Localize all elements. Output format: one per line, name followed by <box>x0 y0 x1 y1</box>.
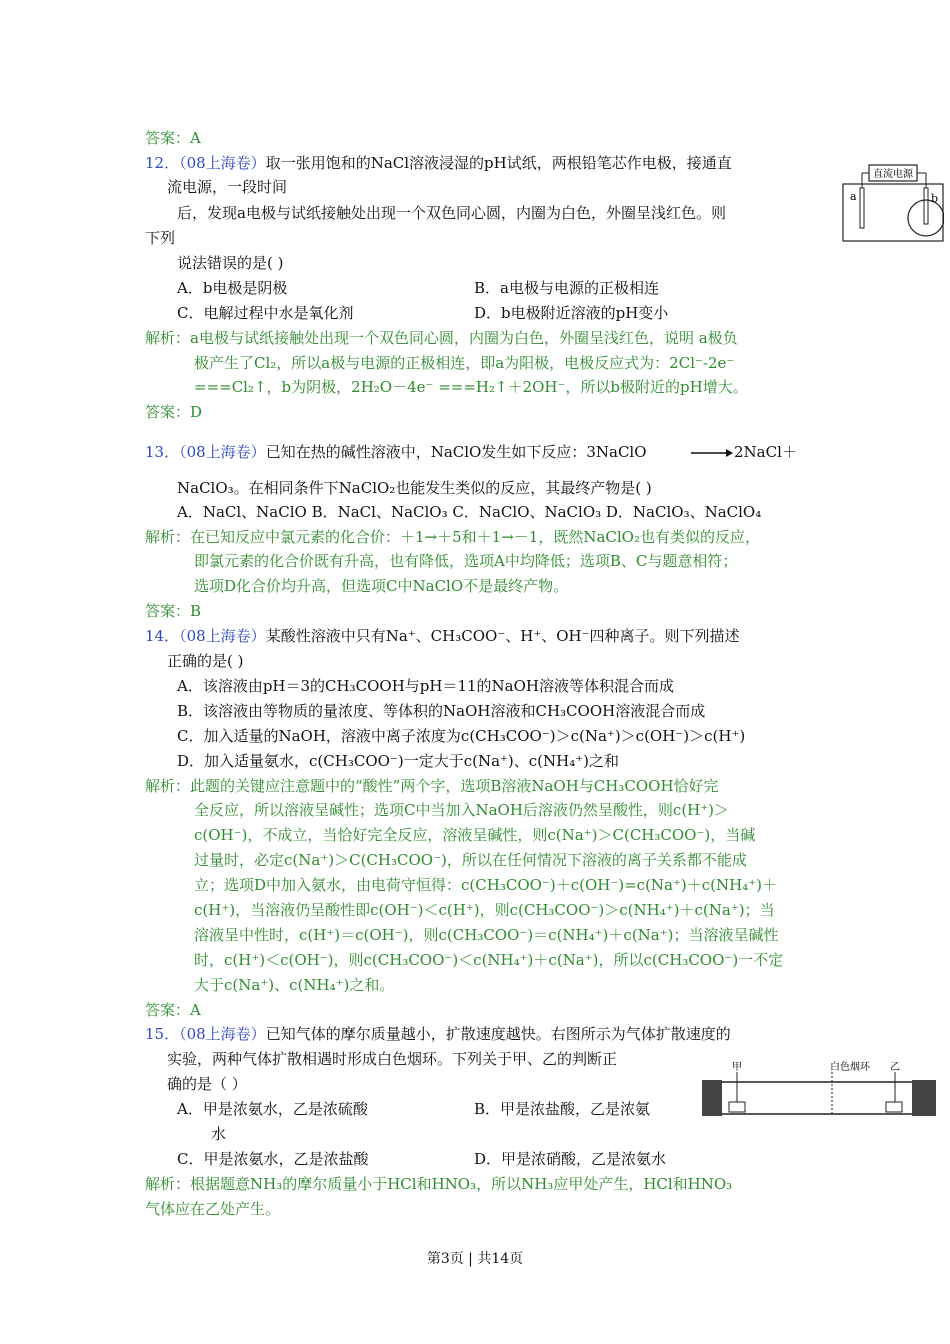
electrode-a <box>860 188 864 228</box>
question-number: 14． <box>145 627 180 645</box>
question-source: （08上海卷） <box>179 1025 266 1043</box>
text-line: 时，c(H⁺)＜c(OH⁻)，则c(CH₃COO⁻)＜c(NH₄⁺)＋c(Na⁺)，所以c(CH₃COO⁻)一不定 <box>194 951 784 969</box>
text-line: C．甲是浓氨水，乙是浓盐酸 <box>177 1150 369 1168</box>
text-line: 极产生了Cl₂，所以a极与电源的正极相连，即a为阳极，电极反应式为：2Cl⁻-2e⁻ <box>194 354 735 372</box>
text-line: 解析：根据题意NH₃的摩尔质量小于HCl和HNO₃，所以NH₃应甲处产生，HCl和HNO₃ <box>145 1175 733 1193</box>
svg-text:a: a <box>850 190 857 203</box>
electrolysis-diagram <box>842 158 944 242</box>
question-source: （08上海卷） <box>179 154 266 172</box>
text-line: 立；选项D中加入氨水，由电荷守恒得：c(CH₃COO⁻)＋c(OH⁻)=c(Na⁺)＋c(NH₄⁺)＋ <box>194 876 777 894</box>
text-line: 大于c(Na⁺)、c(NH₄⁺)之和。 <box>194 976 395 994</box>
text-line: 解析：a电极与试纸接触处出现一个双色同心圆，内圈为白色，外圈呈浅红色，说明 a极负 <box>145 329 738 347</box>
text-line: ===Cl₂↑，b为阴极，2H₂O－4e⁻ ===H₂↑＋2OH⁻，所以b极附近的pH增大。 <box>194 378 748 396</box>
question-stem: 已知在热的碱性溶液中，NaClO发生如下反应：3NaClO <box>265 443 647 461</box>
text-line: C．电解过程中水是氧化剂 <box>177 304 354 322</box>
text-line: 解析：此题的关键应注意题中的“酸性”两个字，选项B溶液NaOH与CH₃COOH恰好完 <box>145 777 719 795</box>
text-line: B．a电极与电源的正极相连 <box>474 279 659 297</box>
svg-text:乙: 乙 <box>890 1062 900 1073</box>
text-line: 正确的是( ) <box>167 652 244 670</box>
electrolysis-figure <box>842 158 944 242</box>
text-line: A．该溶液由pH＝3的CH₃COOH与pH＝11的NaOH溶液等体积混合而成 <box>177 677 675 695</box>
question-source: （08上海卷） <box>179 627 266 645</box>
question-number: 15． <box>145 1025 180 1043</box>
question-number: 12． <box>145 154 180 172</box>
text-line <box>145 442 647 462</box>
text-line: 解析：在已知反应中氯元素的化合价：＋1→＋5和＋1→－1，既然NaClO₂也有类似的反应， <box>145 528 760 546</box>
text-line: 2NaCl＋ <box>734 443 797 461</box>
question-number: 13． <box>145 443 180 461</box>
text-line: A．NaCl、NaClO B．NaCl、NaClO₃ C．NaClO、NaClO₃ D．NaClO₃、NaClO₄ <box>177 503 762 521</box>
text-line: 答案：B <box>145 602 202 620</box>
svg-text:b: b <box>931 192 939 205</box>
text-line: c(H⁺)，当溶液仍呈酸性即c(OH⁻)＜c(H⁺)，则c(CH₃COO⁻)＞c(NH₄⁺)＋c(Na⁺)；当 <box>194 901 775 919</box>
text-line: 过量时，必定c(Na⁺)＞C(CH₃COO⁻)，所以在任何情况下溶液的离子关系都不能成 <box>194 851 747 869</box>
text-line: 下列 <box>145 229 176 247</box>
text-line: 确的是（ ） <box>167 1075 247 1093</box>
text-line: D．b电极附近溶液的pH变小 <box>474 304 669 322</box>
page-footer: 第3页 | 共14页 <box>426 1251 524 1267</box>
text-line: B．甲是浓盐酸，乙是浓氨 <box>474 1100 651 1118</box>
text-line: NaClO₃。在相同条件下NaClO₂也能发生类似的反应，其最终产物是( ) <box>177 479 652 497</box>
diffusion-diagram <box>700 1058 940 1120</box>
text-line: B．该溶液由等物质的量浓度、等体积的NaOH溶液和CH₃COOH溶液混合而成 <box>177 702 706 720</box>
svg-text:甲: 甲 <box>732 1062 742 1073</box>
text-line: 溶液呈中性时，c(H⁺)＝c(OH⁻)，则c(CH₃COO⁻)＝c(NH₄⁺)＋c(Na⁺)；当溶液呈碱性 <box>194 926 779 944</box>
power-supply-label: 直流电源 <box>873 169 913 180</box>
text-line <box>145 153 732 173</box>
question-source: （08上海卷） <box>179 443 266 461</box>
text-line: 全反应，所以溶液呈碱性；选项C中当加入NaOH后溶液仍然呈酸性，则c(H⁺)＞ <box>194 801 730 819</box>
text-line: 流电源，一段时间 <box>167 178 288 196</box>
text-line: A．b电极是阴极 <box>177 279 288 297</box>
text-line: 即氯元素的化合价既有升高，也有降低，选项A中均降低；选项B、C与题意相符； <box>194 552 738 570</box>
text-line: c(OH⁻)，不成立，当恰好完全反应，溶液呈碱性，则c(Na⁺)＞C(CH₃COO⁻)，当碱 <box>194 826 756 844</box>
electrode-b <box>924 188 928 224</box>
text-line: 水 <box>211 1125 227 1143</box>
text-line: 后，发现a电极与试纸接触处出现一个双色同心圆，内圈为白色，外圈呈浅红色。则 <box>177 204 726 222</box>
text-line: A．甲是浓氨水，乙是浓硫酸 <box>177 1100 368 1118</box>
svg-text:白色烟环: 白色烟环 <box>830 1062 870 1073</box>
text-line <box>145 626 740 646</box>
text-line: 说法错误的是( ) <box>177 254 284 272</box>
question-stem: 已知气体的摩尔质量越小，扩散速度越快。右图所示为气体扩散速度的 <box>265 1025 731 1043</box>
text-line: 气体应在乙处产生。 <box>145 1200 281 1218</box>
text-line: 实验，两种气体扩散相遇时形成白色烟环。下列关于甲、乙的判断正 <box>167 1050 618 1068</box>
text-line: 选项D化合价均升高，但选项C中NaClO不是最终产物。 <box>194 577 569 595</box>
question-stem: 取一张用饱和的NaCl溶液浸湿的pH试纸，两根铅笔芯作电极，接通直 <box>265 154 732 172</box>
text-line: D．加入适量氨水，c(CH₃COO⁻)一定大于c(Na⁺)、c(NH₄⁺)之和 <box>177 752 620 770</box>
text-line: 答案：A <box>145 129 201 147</box>
text-line <box>145 1024 731 1044</box>
text-line: C．加入适量的NaOH，溶液中离子浓度为c(CH₃COO⁻)＞c(Na⁺)＞c(OH⁻)＞c(H⁺) <box>177 727 746 745</box>
reaction-arrow <box>690 448 734 458</box>
text-line: 答案：A <box>145 1001 201 1019</box>
text-line: D．甲是浓硝酸，乙是浓氨水 <box>474 1150 667 1168</box>
question-stem: 某酸性溶液中只有Na⁺、CH₃COO⁻、H⁺、OH⁻四种离子。则下列描述 <box>265 627 740 645</box>
diffusion-figure <box>700 1058 940 1120</box>
text-line: 答案：D <box>145 403 203 421</box>
